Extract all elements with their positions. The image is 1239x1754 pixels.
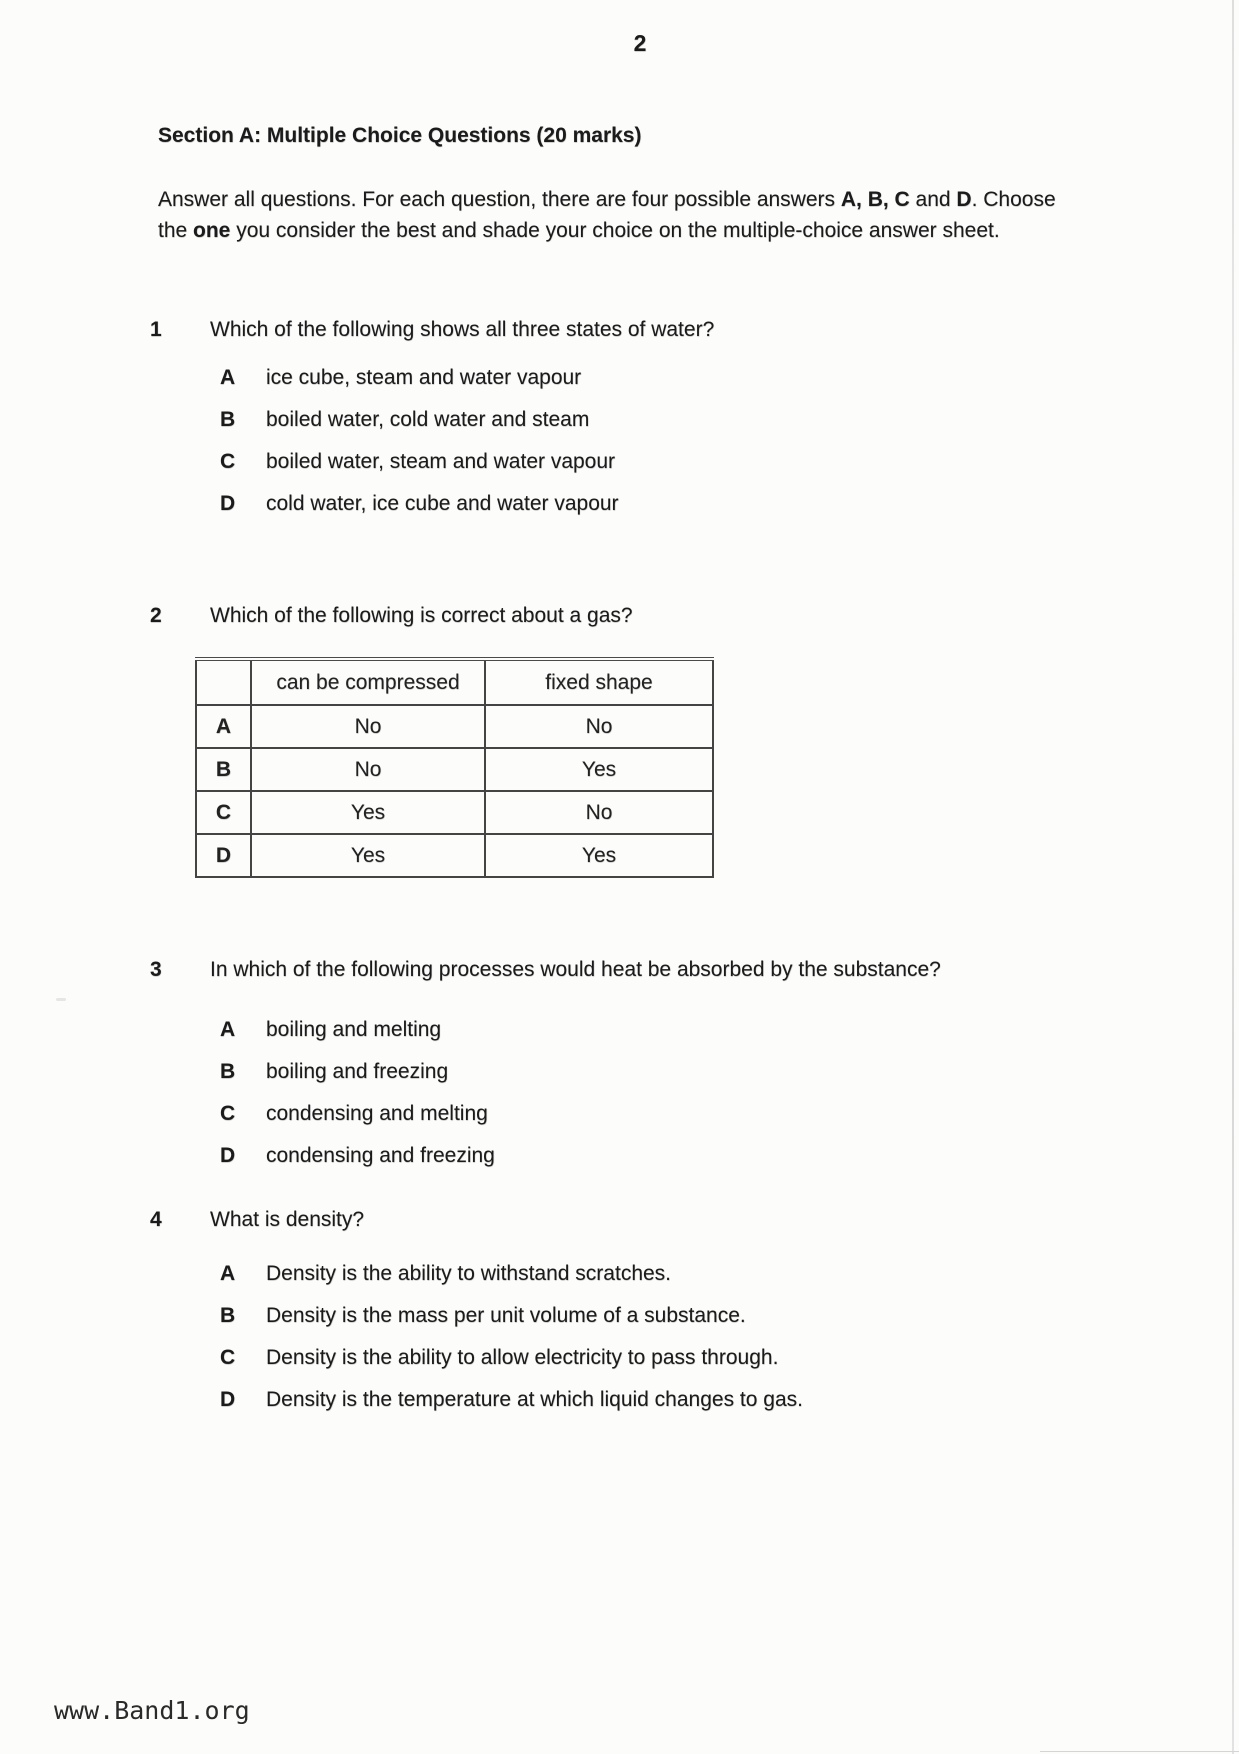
row-letter: C <box>196 791 251 834</box>
question-4-number: 4 <box>150 1208 162 1231</box>
table-row <box>196 791 713 834</box>
row-letter: B <box>196 748 251 791</box>
question-1-option-b <box>220 408 589 432</box>
row-compressed-value: Yes <box>251 791 485 834</box>
question-3-option-a <box>220 1018 441 1042</box>
question-3-text: In which of the following processes would heat be absorbed by the substance? <box>210 958 941 981</box>
option-text: Density is the mass per unit volume of a substance. <box>266 1304 746 1327</box>
row-letter: D <box>196 834 251 877</box>
question-1-number: 1 <box>150 318 162 341</box>
scan-artifact-smudge <box>56 998 66 1001</box>
option-letter: C <box>220 1346 236 1369</box>
question-1-text: Which of the following shows all three states of water? <box>210 318 715 341</box>
row-fixed-value: No <box>485 791 713 834</box>
row-compressed-value: Yes <box>251 834 485 877</box>
option-letter: C <box>220 450 236 473</box>
option-text: cold water, ice cube and water vapour <box>266 492 619 515</box>
question-4-option-c <box>220 1346 778 1370</box>
option-text: Density is the temperature at which liquid changes to gas. <box>266 1388 803 1411</box>
table-header-row <box>196 659 713 705</box>
row-fixed-value: Yes <box>485 834 713 877</box>
option-letter: A <box>220 1262 236 1285</box>
question-3-option-b <box>220 1060 448 1084</box>
question-4-option-b <box>220 1304 746 1328</box>
question-2-text: Which of the following is correct about a gas? <box>210 604 633 627</box>
question-2 <box>150 604 633 628</box>
question-1-option-a <box>220 366 581 390</box>
option-letter: D <box>220 1388 236 1411</box>
option-letter: D <box>220 492 236 515</box>
table-header-compressed: can be compressed <box>251 659 485 705</box>
question-1 <box>150 318 714 342</box>
question-4 <box>150 1208 364 1232</box>
row-letter: A <box>196 705 251 748</box>
table-row <box>196 834 713 877</box>
row-fixed-value: No <box>485 705 713 748</box>
instructions-bold-answers: A, B, C <box>840 188 910 211</box>
scan-artifact-right-edge <box>1232 0 1234 1754</box>
option-letter: A <box>220 1018 236 1041</box>
instructions-text: Answer all questions. For each question, there are four possible answers <box>158 188 841 211</box>
table-row <box>196 705 713 748</box>
row-fixed-value: Yes <box>485 748 713 791</box>
option-text: boiled water, steam and water vapour <box>266 450 616 473</box>
option-letter: B <box>220 1304 236 1327</box>
question-3 <box>150 958 941 982</box>
question-3-number: 3 <box>150 958 162 981</box>
section-instructions: Answer all questions. For each question, there are four possible answers A, B, C and D. Choose the one you consider the best and shade your choice on the multiple-choice answer sheet. <box>158 188 1056 242</box>
option-text: condensing and freezing <box>266 1144 495 1167</box>
option-letter: B <box>220 1060 236 1083</box>
option-text: condensing and melting <box>266 1102 488 1125</box>
option-letter: A <box>220 366 236 389</box>
option-letter: C <box>220 1102 236 1125</box>
row-compressed-value: No <box>251 748 485 791</box>
page-number: 2 <box>633 30 647 56</box>
instructions-bold-d: D <box>956 188 972 211</box>
table-row <box>196 748 713 791</box>
option-text: boiled water, cold water and steam <box>266 408 590 431</box>
option-text: boiling and freezing <box>266 1060 449 1083</box>
footer-watermark-url: www.Band1.org <box>54 1696 250 1725</box>
option-letter: B <box>220 408 236 431</box>
question-3-option-d <box>220 1144 495 1168</box>
question-3-option-c <box>220 1102 488 1126</box>
question-1-option-d <box>220 492 619 516</box>
option-letter: D <box>220 1144 236 1167</box>
question-4-text: What is density? <box>210 1208 365 1231</box>
instructions-bold-one: one <box>193 219 231 242</box>
table-header-fixed-shape: fixed shape <box>485 659 713 705</box>
table-header-blank <box>196 659 251 705</box>
section-heading: Section A: Multiple Choice Questions (20 marks) <box>158 124 642 147</box>
option-text: Density is the ability to allow electricity to pass through. <box>266 1346 779 1369</box>
scan-artifact-bottom-edge <box>1040 1751 1239 1752</box>
question-4-option-d <box>220 1388 803 1412</box>
option-text: ice cube, steam and water vapour <box>266 366 582 389</box>
question-1-option-c <box>220 450 615 474</box>
question-2-answer-table <box>195 657 714 878</box>
question-4-option-a <box>220 1262 671 1286</box>
option-text: Density is the ability to withstand scratches. <box>266 1262 672 1285</box>
row-compressed-value: No <box>251 705 485 748</box>
option-text: boiling and melting <box>266 1018 442 1041</box>
question-2-number: 2 <box>150 604 162 627</box>
